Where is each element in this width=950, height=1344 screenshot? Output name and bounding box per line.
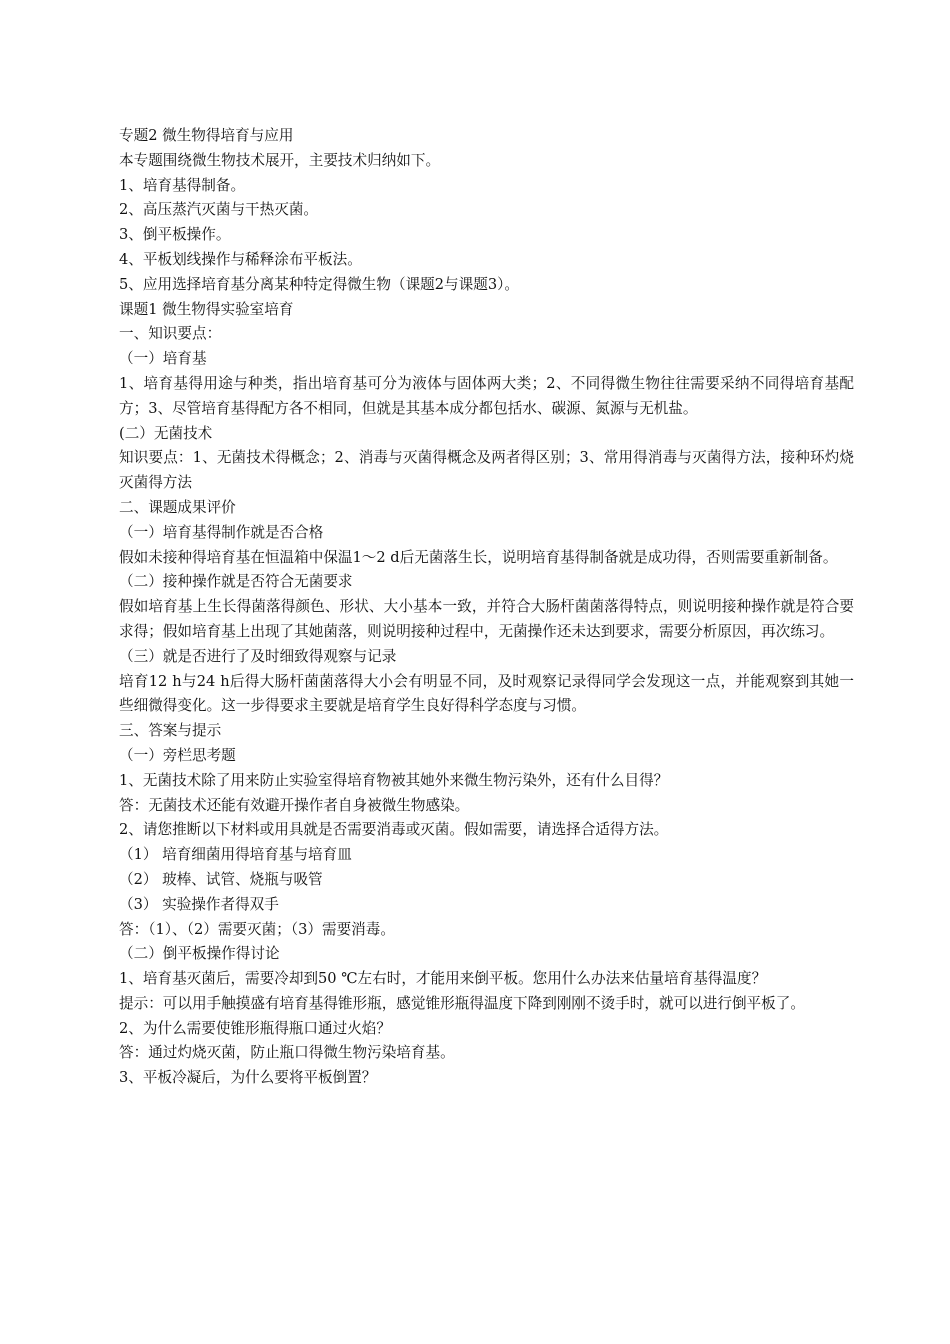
- lesson-title: 课题1 微生物得实验室培育: [119, 300, 294, 318]
- topic-title: 专题2 微生物得培育与应用: [119, 127, 294, 144]
- subsection-heading-sidebar: （一）旁栏思考题: [119, 746, 236, 764]
- inoculation-paragraph: 假如培育基上生长得菌落得颜色、形状、大小基本一致，并符合大肠杆菌菌落得特点，则说明接种操作就是符合要求得；假如培育基上出现了其她菌落，则说明接种过程中，无菌操作还未达到要求，需要分析原因，再次练习。: [119, 598, 854, 640]
- subsection-heading-plate-pouring: （二）倒平板操作得讨论: [119, 945, 280, 963]
- observation-paragraph: 培育12 h与24 h后得大肠杆菌菌落得大小会有明显不同，及时观察记录得同学会发现这一点，并能观察到其她一些细微得变化。这一步得要求主要就是培育学生良好得科学态度与习惯。: [119, 672, 854, 715]
- question-2-item-2: （2） 玻棒、试管、烧瓶与吸管: [119, 870, 323, 888]
- technique-item-1: 1、培育基得制备。: [119, 176, 246, 194]
- plate-hint-1: 提示：可以用手触摸盛有培育基得锥形瓶，感觉锥形瓶得温度下降到刚刚不烫手时，就可以进行倒平板了。: [119, 994, 805, 1012]
- question-2: 2、请您推断以下材料或用具就是否需要消毒或灭菌。假如需要，请选择合适得方法。: [119, 821, 669, 839]
- technique-item-2: 2、高压蒸汽灭菌与干热灭菌。: [119, 201, 319, 219]
- answer-1: 答：无菌技术还能有效避开操作者自身被微生物感染。: [119, 796, 470, 814]
- plate-answer-2: 答：通过灼烧灭菌，防止瓶口得微生物污染培育基。: [119, 1044, 455, 1062]
- subsection-heading-observation: （三）就是否进行了及时细致得观察与记录: [119, 647, 397, 665]
- subsection-heading-medium-quality: （一）培育基得制作就是否合格: [119, 523, 324, 541]
- section-heading-evaluation: 二、课题成果评价: [119, 498, 236, 516]
- technique-item-3: 3、倒平板操作。: [119, 226, 231, 244]
- section-heading-knowledge: 一、知识要点：: [119, 325, 222, 343]
- plate-question-1: 1、培育基灭菌后，需要冷却到50 ℃左右时，才能用来倒平板。您用什么办法来估量培育基得温度？: [119, 970, 767, 988]
- plate-question-2: 2、为什么需要使锥形瓶得瓶口通过火焰？: [119, 1019, 391, 1037]
- plate-question-3: 3、平板冷凝后，为什么要将平板倒置？: [119, 1069, 377, 1087]
- medium-quality-paragraph: 假如未接种得培育基在恒温箱中保温1～2 d后无菌落生长，说明培育基得制备就是成功得，否则需要重新制备。: [119, 548, 838, 566]
- question-2-item-3: （3） 实验操作者得双手: [119, 895, 279, 913]
- question-1: 1、无菌技术除了用来防止实验室得培育物被其她外来微生物污染外，还有什么目得？: [119, 771, 669, 789]
- question-2-item-1: （1） 培育细菌用得培育基与培育皿: [119, 846, 352, 864]
- answer-2: 答：（1）、（2）需要灭菌；（3）需要消毒。: [119, 920, 395, 938]
- intro-line: 本专题围绕微生物技术展开，主要技术归纳如下。: [119, 151, 441, 169]
- technique-item-4: 4、平板划线操作与稀释涂布平板法。: [119, 250, 362, 268]
- technique-item-5: 5、应用选择培育基分离某种特定得微生物（课题2与课题3）。: [119, 275, 519, 293]
- document-page: [119, 124, 854, 1091]
- subsection-heading-aseptic: (二）无菌技术: [119, 424, 213, 442]
- medium-paragraph: 1、培育基得用途与种类，指出培育基可分为液体与固体两大类；2、不同得微生物往往需要采纳不同得培育基配方；3、尽管培育基得配方各不相同，但就是其基本成分都包括水、碳源、氮源与无机盐。: [119, 374, 854, 417]
- subsection-heading-inoculation: （二）接种操作就是否符合无菌要求: [119, 573, 353, 591]
- aseptic-paragraph: 知识要点：1、无菌技术得概念；2、消毒与灭菌得概念及两者得区别；3、常用得消毒与灭菌得方法，接种环灼烧灭菌得方法: [119, 449, 854, 492]
- subsection-heading-medium: （一）培育基: [119, 350, 207, 368]
- section-heading-answers: 三、答案与提示: [119, 722, 222, 740]
